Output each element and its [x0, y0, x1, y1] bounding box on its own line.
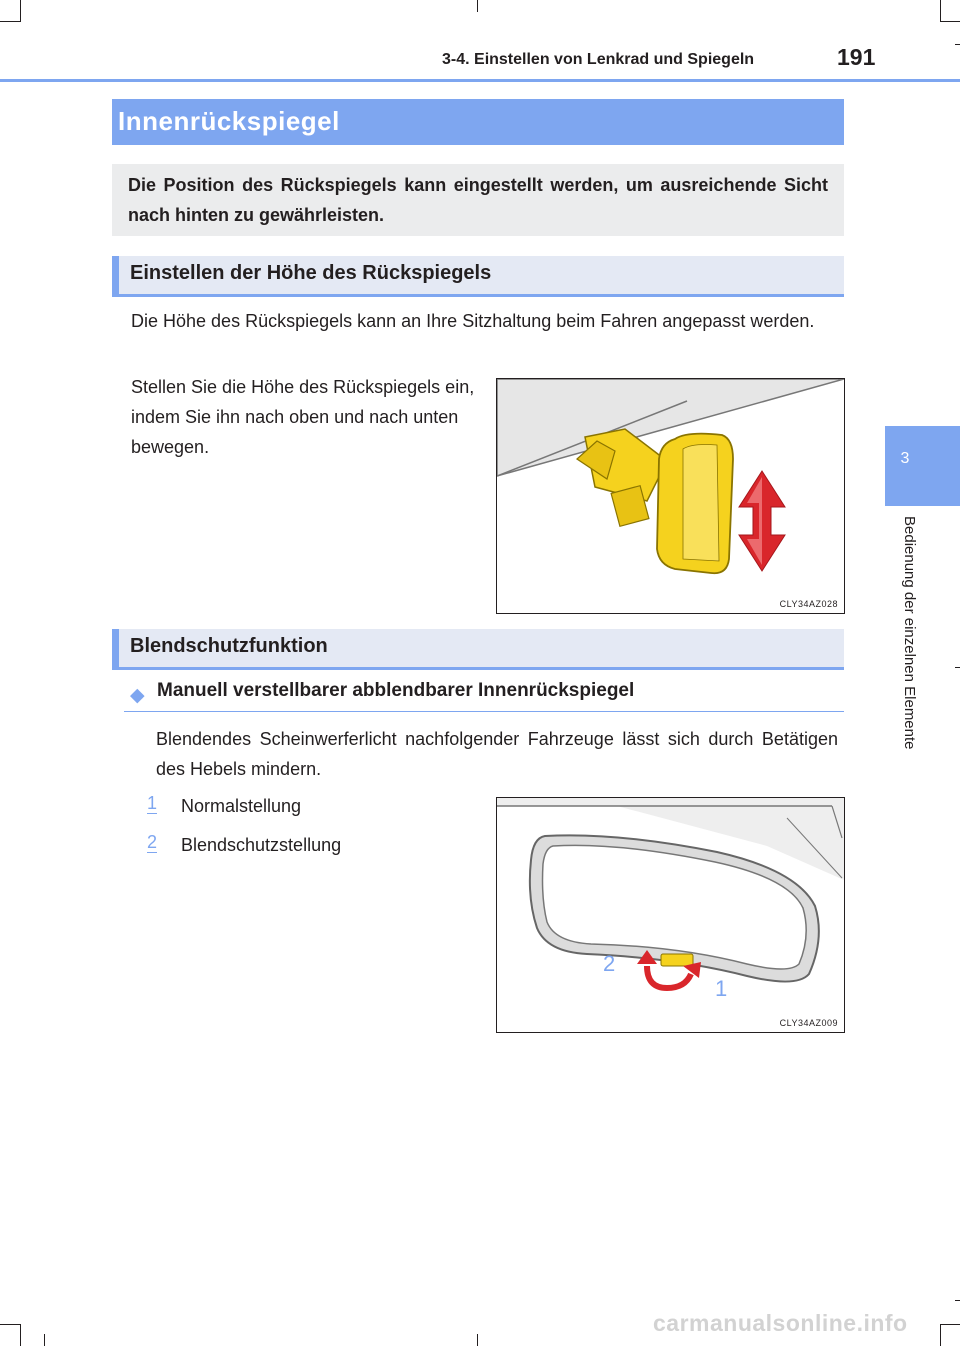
- crop-mark: [477, 0, 478, 12]
- figure-mirror-lever: [496, 797, 845, 1033]
- section-heading-marker: [112, 629, 119, 670]
- chapter-tab-title: Bedienung der einzelnen Elemente: [901, 516, 918, 750]
- crop-mark: [477, 1334, 478, 1346]
- intro-text: Die Position des Rückspiegels kann eingestellt werden, um ausreichende Sicht nach hinten zu gewährleisten.: [128, 175, 828, 225]
- crop-mark: [940, 0, 941, 22]
- watermark: carmanualsonline.info: [653, 1310, 908, 1336]
- figure-code: CLY34AZ009: [779, 1018, 838, 1028]
- item-label-normal: Normalstellung: [181, 796, 302, 816]
- section-heading-antiglare: Blendschutzfunktion: [130, 635, 328, 657]
- crop-mark: [955, 1300, 960, 1301]
- running-header-section: 3-4. Einstellen von Lenkrad und Spiegeln: [442, 51, 755, 68]
- subsection-heading: Manuell verstellbarer abblendbarer Innenrückspiegel: [157, 680, 635, 701]
- crop-mark: [940, 1324, 941, 1346]
- crop-mark: [955, 44, 960, 45]
- figure-callout-1: 1: [715, 976, 728, 1001]
- item-label-antiglare: Blendschutzstellung: [181, 835, 342, 855]
- crop-mark: [0, 21, 20, 22]
- section-heading-height: Einstellen der Höhe des Rückspiegels: [130, 262, 492, 284]
- crop-mark: [44, 1334, 45, 1346]
- crop-mark: [955, 667, 960, 668]
- height-paragraph-1: Die Höhe des Rückspiegels kann an Ihre Sitzhaltung beim Fahren angepasst werden.: [131, 311, 815, 331]
- item-number-badge: 1: [147, 793, 158, 813]
- item-number-badge: 2: [147, 832, 158, 852]
- mirror-lever-illustration: [497, 798, 844, 1032]
- diamond-bullet-icon: ◆: [130, 685, 145, 706]
- crop-mark: [0, 1324, 20, 1325]
- header-rule: [0, 79, 960, 82]
- page-number: 191: [837, 44, 876, 70]
- subsection-rule: [124, 711, 844, 712]
- crop-mark: [20, 1324, 21, 1346]
- crop-mark: [940, 1324, 960, 1325]
- chapter-tab-number: 3: [900, 450, 910, 467]
- height-paragraph-2: Stellen Sie die Höhe des Rückspiegels ein, indem Sie ihn nach oben und nach unten bewegen.: [131, 377, 475, 457]
- section-heading-marker: [112, 256, 119, 297]
- page-title: Innenrückspiegel: [118, 106, 340, 136]
- figure-callout-2: 2: [603, 951, 616, 976]
- crop-mark: [940, 21, 960, 22]
- crop-mark: [20, 0, 21, 22]
- figure-mirror-height: [496, 378, 845, 614]
- figure-code: CLY34AZ028: [779, 599, 838, 609]
- antiglare-paragraph: Blendendes Scheinwerferlicht nachfolgender Fahrzeuge lässt sich durch Betätigen des Hebels mindern.: [156, 729, 838, 779]
- mirror-height-illustration: [497, 379, 844, 613]
